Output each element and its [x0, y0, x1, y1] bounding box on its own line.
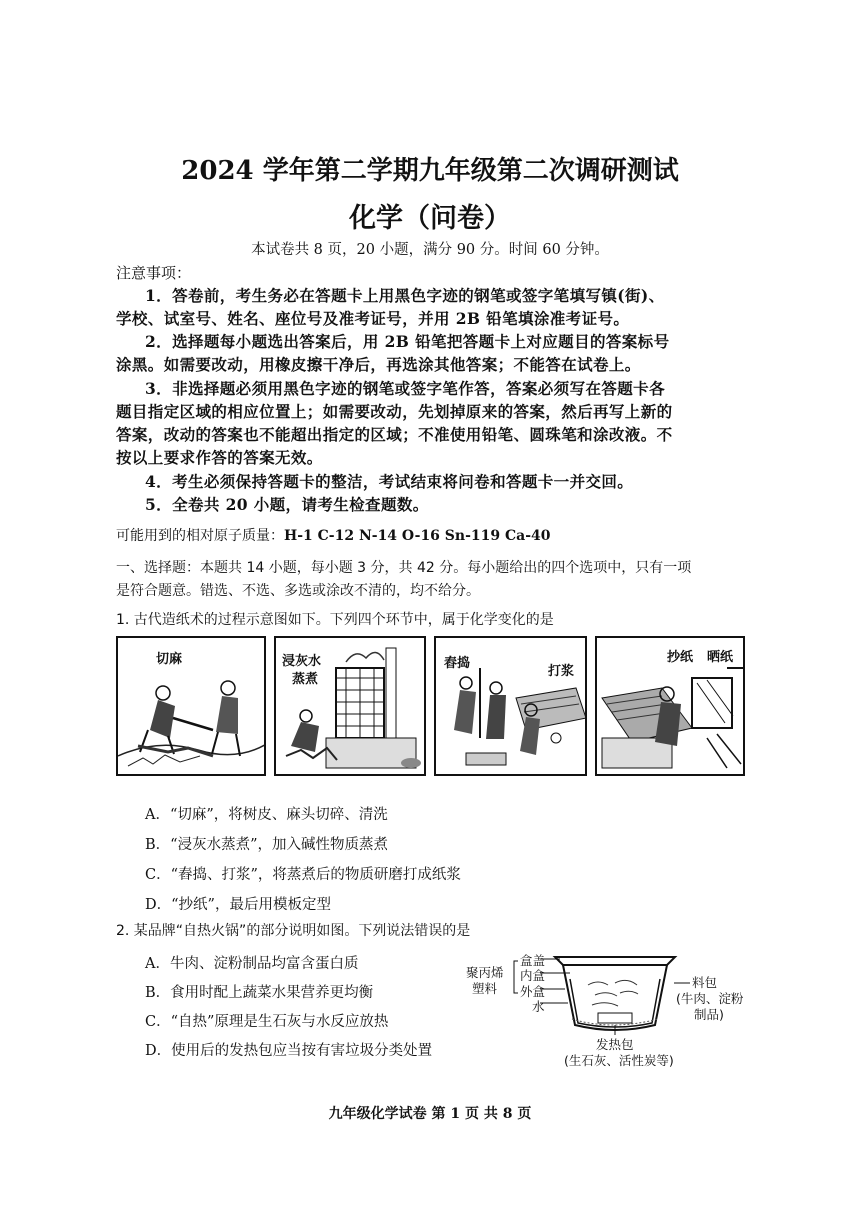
atomic-masses	[116, 525, 551, 545]
notice-line: 2．选择题每小题选出答案后，用 2B 铅笔把答题卡上对应题目的答案标号	[145, 332, 670, 351]
label-inner-box: 内盒	[520, 968, 546, 983]
label-seasoning-contents: 制品)	[694, 1007, 724, 1022]
q1-option-d: D．“抄纸”，最后用模板定型	[145, 897, 331, 913]
panel-label: 抄纸	[667, 650, 694, 665]
q1-option-b: B．“浸灰水蒸煮”，加入碱性物质蒸煮	[145, 837, 388, 853]
section-instructions: 一、选择题：本题共 14 小题，每小题 3 分，共 42 分。每小题给出的四个选项中，只有一项	[116, 560, 692, 576]
panel-label: 切麻	[156, 652, 183, 667]
exam-title: 2024 学年第二学期九年级第二次调研测试	[181, 156, 679, 186]
panel-label: 蒸煮	[292, 672, 319, 687]
notice-line: 涂黑。如需要改动，用橡皮擦干净后，再选涂其他答案；不能答在试卷上。	[116, 355, 641, 374]
notice-line: 3．非选择题必须用黑色字迹的钢笔或签字笔作答，答案必须写在答题卡各	[145, 379, 665, 398]
notice-heading: 注意事项：	[116, 264, 192, 282]
q1-option-a: A．“切麻”，将树皮、麻头切碎、清洗	[145, 807, 388, 823]
panel-label: 打浆	[548, 664, 575, 679]
label-heating-pack-contents: (生石灰、活性炭等)	[564, 1053, 674, 1068]
notice-line: 学校、试室号、姓名、座位号及准考证号，并用 2B 铅笔填涂准考证号。	[116, 309, 630, 328]
label-water: 水	[532, 999, 545, 1014]
illustration-pounding	[434, 636, 587, 776]
notice-line: 题目指定区域的相应位置上；如需要改动，先划掉原来的答案，然后再写上新的	[116, 402, 673, 421]
section-instructions: 是符合题意。错选、不选、多选或涂改不清的，均不给分。	[116, 583, 480, 599]
atomic-masses-label: 可能用到的相对原子质量：	[116, 528, 284, 544]
q2-option-d: D．使用后的发热包应当按有害垃圾分类处置	[145, 1043, 433, 1059]
q2-option-b: B．食用时配上蔬菜水果营养更均衡	[145, 985, 374, 1001]
notice-line: 5．全卷共 20 小题，请考生检查题数。	[145, 495, 429, 514]
q2-option-c: C．“自热”原理是生石灰与水反应放热	[145, 1014, 389, 1030]
panel-label: 舂捣	[444, 656, 471, 671]
question-2-stem: 2. 某品牌“自热火锅”的部分说明如图。下列说法错误的是	[116, 923, 471, 939]
label-polypropylene: 聚丙烯	[466, 965, 504, 980]
hotpot-diagram	[460, 945, 760, 1075]
label-heating-pack: 发热包	[596, 1037, 634, 1052]
cutting-hemp-drawing	[118, 638, 266, 776]
illustration-steaming	[274, 636, 426, 776]
notice-line: 1．答卷前，考生务必在答题卡上用黑色字迹的钢笔或签字笔填写镇(街)、	[145, 286, 665, 305]
illustration-papermaking	[595, 636, 745, 776]
panel-label: 晒纸	[707, 650, 734, 665]
notice-line: 按以上要求作答的答案无效。	[116, 448, 323, 467]
label-seasoning-pack: 料包	[692, 975, 718, 990]
q2-option-a: A．牛肉、淀粉制品均富含蛋白质	[145, 956, 359, 972]
exam-subtitle: 化学（问卷）	[349, 203, 511, 234]
label-outer-box: 外盒	[520, 984, 546, 999]
label-lid: 盒盖	[520, 953, 546, 968]
notice-line: 答案，改动的答案也不能超出指定的区域；不准使用铅笔、圆珠笔和涂改液。不	[116, 425, 673, 444]
label-seasoning-contents: (牛肉、淀粉	[676, 991, 744, 1006]
illustration-cutting-hemp	[116, 636, 266, 776]
page-footer: 九年级化学试卷 第 1 页 共 8 页	[328, 1106, 532, 1122]
question-1-stem: 1. 古代造纸术的过程示意图如下。下列四个环节中，属于化学变化的是	[116, 612, 554, 628]
exam-meta: 本试卷共 8 页，20 小题，满分 90 分。时间 60 分钟。	[251, 242, 609, 258]
q1-option-c: C．“舂捣、打浆”，将蒸煮后的物质研磨打成纸浆	[145, 867, 461, 883]
label-plastic: 塑料	[472, 981, 498, 996]
notice-line: 4．考生必须保持答题卡的整洁，考试结束将问卷和答题卡一并交回。	[145, 472, 634, 491]
atomic-masses-values: H-1 C-12 N-14 O-16 Sn-119 Ca-40	[284, 528, 551, 544]
panel-label: 浸灰水	[282, 654, 322, 669]
